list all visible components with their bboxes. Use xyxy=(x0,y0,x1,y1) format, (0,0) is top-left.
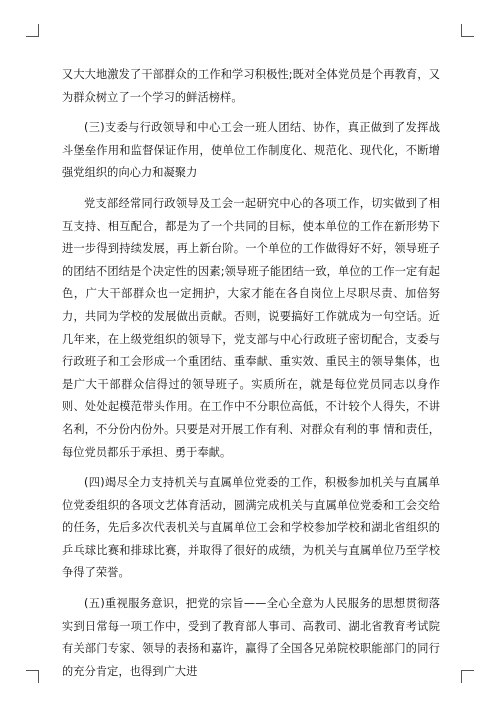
paragraph-section-five: (五)重视服务意识，把党的宗旨——全心全意为人民服务的思想贯彻落实到日常每一项工作中，受到了教育部人事司、高教司、湖北省教育考试院有关部门专家、领导的表扬和嘉许，赢得了全国各兄弟院校职能部门的同行的充分肯定，也得到广大进 xyxy=(62,597,440,678)
crop-mark-top-left xyxy=(26,24,39,37)
paragraph-section-four: (四)竭尽全力支持机关与直属单位党委的工作，积极参加机关与直属单位党委组织的各项文艺体育活动，圆满完成机关与直属单位党委和工会交给的任务，先后多次代表机关与直属单位工会和学校参加学校和湖北省组织的乒乓球比赛和排球比赛，并取得了很好的成绩，为机关与直属单位乃至学校争得了荣誉。 xyxy=(62,476,440,580)
document-body xyxy=(62,64,440,691)
crop-mark-bottom-left xyxy=(26,670,39,683)
crop-mark-top-right xyxy=(461,24,474,37)
crop-mark-bottom-right xyxy=(461,670,474,683)
paragraph-continuation: 又大大地激发了干部群众的工作和学习积极性;既对全体党员是个再教育，又为群众树立了一个学习的鲜活榜样。 xyxy=(62,68,440,104)
paragraph-section-three: (三)支委与行政领导和中心工会一班人团结、协作，真正做到了发挥战斗堡垒作用和监督保证作用，使单位工作制度化、规范化、现代化，不断增强党组织的向心力和凝聚力 xyxy=(62,121,440,180)
paragraph-party-branch: 党支部经常同行政领导及工会一起研究中心的各项工作，切实做到了相互支持、相互配合，都是为了一个共同的目标，使本单位的工作在新形势下进一步得到持续发展，再上新台阶。一个单位的工作做得好不好，领导班子的团结不团结是个决定性的因素;领导班子能团结一致，单位的工作一定有起色，广大干部群众也一定拥护，大家才能在各自岗位上尽职尽责、加倍努力，共同为学校的发展做出贡献。否则，说要搞好工作就成为一句空话。近几年来，在上级党组织的领导下，党支部与中心行政班子密切配合，支委与行政班子和工会形成一个重团结、重奉献、重实效、重民主的领导集体，也是广大干部群众信得过的领导班子。实质所在，就是每位党员同志以身作则、处处起模范带头作用。在工作中不分职位高低，不计较个人得失，不讲名利，不分份内份外。只要是对开展工作有利、对群众有利的事 情和责任，每位党员都乐于承担、勇于奉献。 xyxy=(62,196,440,459)
